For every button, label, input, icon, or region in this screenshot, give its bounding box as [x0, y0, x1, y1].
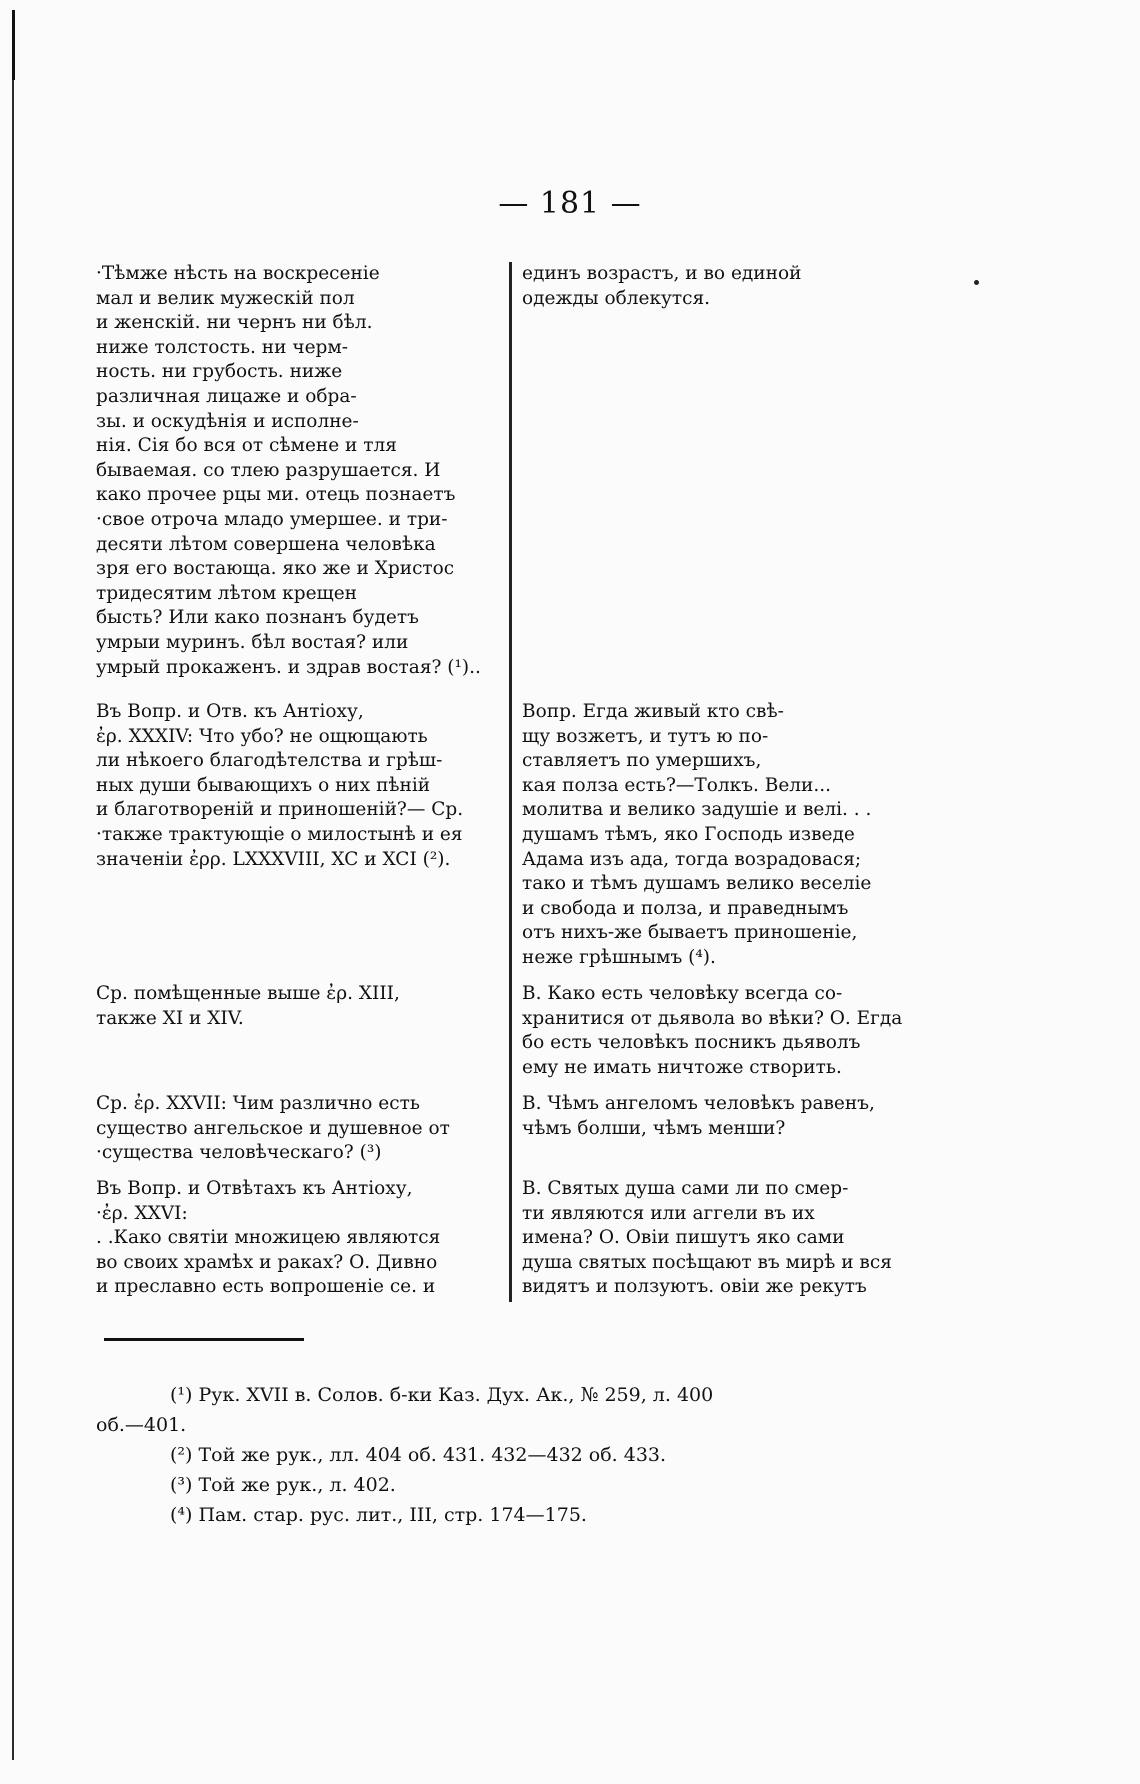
text-line: значеніи ἐρρ. LXXXVIII, XC и XCI (²).: [96, 848, 451, 870]
text-line: бысть? Или како познанъ будетъ: [96, 607, 419, 629]
footnote-rule: [104, 1338, 304, 1341]
text-line: Адама изъ ада, тогда возрадовася;: [522, 848, 862, 870]
text-line: ·ἐρ. XXVI:: [96, 1202, 188, 1224]
text-line: душа святых посѣщают въ мирѣ и вся: [522, 1251, 892, 1273]
text-line: ставляетъ по умершихъ,: [522, 750, 762, 772]
text-line: десяти лѣтом совершена человѣка: [96, 533, 436, 555]
text-line: В. Како есть человѣку всегда со-: [522, 983, 843, 1004]
text-line: хранитися от дьявола во вѣки? О. Егда: [522, 1007, 903, 1029]
text-line: Вопр. Егда живый кто свѣ-: [522, 701, 784, 722]
right-block-2: [522, 700, 918, 971]
column-divider: [509, 262, 512, 1302]
text-line: умрый прокаженъ. и здрав востая? (¹)..: [96, 656, 481, 678]
left-block-4: [96, 1092, 492, 1166]
text-line: мал и велик мужескій пол: [96, 287, 355, 309]
text-line: одежды облекутся.: [522, 287, 711, 309]
page-number: — 181 —: [498, 186, 642, 221]
text-line: нія. Сія бо вся от сѣмене и тля: [96, 435, 397, 457]
text-line: тридесятим лѣтом крещен: [96, 582, 357, 604]
text-line: зы. и оскудѣнія и исполне-: [96, 410, 359, 432]
text-line: и преславно есть вопрошеніе се. и: [96, 1276, 436, 1298]
text-line: ных души бывающихъ о них пѣній: [96, 774, 431, 796]
text-line: ность. ни грубость. ниже: [96, 361, 343, 383]
text-line: В. Чѣмъ ангеломъ человѣкъ равенъ,: [522, 1093, 875, 1114]
text-line: и женскій. ни чернъ ни бѣл.: [96, 312, 373, 334]
text-line: умрыи муринъ. бѣл востая? или: [96, 631, 409, 653]
text-line: существо ангельское и душевное от: [96, 1117, 450, 1139]
left-column: [96, 262, 492, 1302]
text-line: бо есть человѣкъ посникъ дьяволъ: [522, 1032, 861, 1054]
text-line: ему не имать ничтоже створить.: [522, 1056, 842, 1078]
two-column-text: [96, 262, 922, 1302]
text-line: Ср. помѣщенные выше ἐρ. XIII,: [96, 983, 400, 1004]
text-line: также XI и XIV.: [96, 1007, 244, 1029]
text-line: ниже толстость. ни черм-: [96, 336, 348, 358]
left-block-1: [96, 262, 492, 680]
scan-edge-line: [12, 20, 14, 1760]
text-line: ·также трактующіе о милостынѣ и ея: [96, 823, 463, 845]
text-line: тако и тѣмъ душамъ велико веселіе: [522, 873, 872, 895]
text-line: и благотвореній и приношеній?— Ср.: [96, 799, 464, 821]
text-line: Въ Вопр. и Отв. къ Антіоху,: [96, 701, 364, 722]
text-line: бываемая. со тлею разрушается. И: [96, 459, 441, 481]
left-block-2: [96, 700, 492, 872]
text-line: щу возжетъ, и тутъ ю по-: [522, 725, 769, 747]
footnotes: [96, 1380, 922, 1530]
text-line: ·Тѣмже нѣсть на воскресеніе: [96, 263, 380, 284]
text-line: ·существа человѣческаго? (³): [96, 1142, 382, 1164]
footnote-3: (³) Той же рук., л. 402.: [170, 1474, 396, 1496]
text-line: различная лицаже и обра-: [96, 385, 357, 407]
text-line: ·свое отроча младо умершее. и три-: [96, 508, 448, 530]
text-line: ти являются или аггели въ их: [522, 1202, 815, 1224]
text-line: видятъ и ползуютъ. овіи же рекутъ: [522, 1276, 867, 1298]
right-column: [522, 262, 918, 1302]
text-line: душамъ тѣмъ, яко Господь изведе: [522, 823, 855, 845]
footnote-2: (²) Той же рук., лл. 404 об. 431. 432—432 об. 433.: [170, 1444, 667, 1466]
text-line: ἐρ. XXXIV: Что убо? не ощющають: [96, 725, 428, 747]
text-line: В. Святых душа сами ли по смер-: [522, 1178, 849, 1199]
right-block-1: [522, 262, 918, 311]
text-line: . .Како святіи множицею являются: [96, 1227, 441, 1249]
text-line: во своих храмѣх и раках? О. Дивно: [96, 1251, 438, 1273]
footnote-4: (⁴) Пам. стар. рус. лит., III, стр. 174—175.: [170, 1504, 587, 1526]
text-line: и свобода и полза, и праведнымъ: [522, 897, 849, 919]
right-block-5: [522, 1177, 918, 1300]
text-line: молитва и велико задушіе и велі. . .: [522, 799, 872, 821]
scan-edge-mark: [12, 10, 15, 80]
text-line: како прочее рцы ми. отець познаетъ: [96, 484, 456, 506]
footnote-1: (¹) Рук. XVII в. Солов. б-ки Каз. Дух. Ак., № 259, л. 400: [170, 1384, 714, 1406]
left-block-5: [96, 1177, 492, 1300]
text-line: ли нѣкоего благодѣтелства и грѣш-: [96, 750, 443, 772]
text-line: Въ Вопр. и Отвѣтахъ къ Антіоху,: [96, 1178, 413, 1199]
text-line: имена? О. Овіи пишутъ яко сами: [522, 1227, 845, 1249]
text-line: Ср. ἐρ. XXVII: Чим различно есть: [96, 1093, 420, 1114]
left-block-3: [96, 982, 492, 1031]
text-line: единъ возрастъ, и во единой: [522, 263, 802, 284]
right-block-4: [522, 1092, 918, 1141]
footnote-1-continued: об.—401.: [96, 1414, 187, 1436]
text-line: отъ нихъ-же бываетъ приношеніе,: [522, 922, 858, 944]
text-line: кая полза есть?—Толкъ. Вели...: [522, 774, 831, 796]
text-line: неже грѣшнымъ (⁴).: [522, 946, 716, 968]
text-line: зря его востающа. яко же и Христос: [96, 558, 455, 580]
text-line: чѣмъ болши, чѣмъ менши?: [522, 1117, 786, 1139]
speck-mark: [974, 280, 979, 285]
right-block-3: [522, 982, 918, 1080]
